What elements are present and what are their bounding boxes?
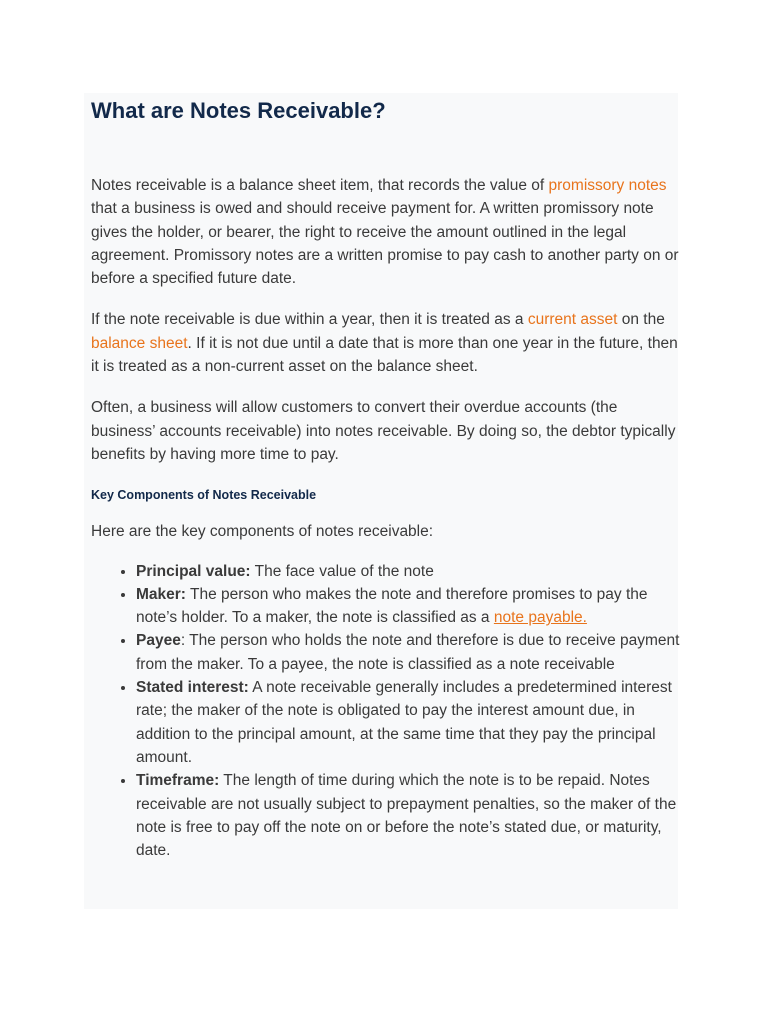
article-content: [91, 96, 681, 862]
list-item-stated-interest: [136, 676, 681, 769]
link-current-asset[interactable]: current asset: [527, 311, 618, 329]
term-label: Timeframe:: [136, 772, 220, 790]
paragraph-text: that a business is owed and should receive payment for. A written promissory note gives the holder, or bearer, the right to receive the amount outlined in the legal agreement. Promissory notes are a written promise to pay cash to another party on or before a specified future date.: [91, 200, 679, 288]
term-description: The person who makes the note and therefore promises to pay the note’s holder. To a maker, the note is classified as a: [136, 585, 648, 627]
list-item-maker: [136, 583, 681, 630]
paragraph-definition: [91, 174, 681, 290]
term-description: The face value of the note: [250, 562, 434, 580]
paragraph-text: If the note receivable is due within a year, then it is treated as a: [91, 311, 528, 329]
link-balance-sheet[interactable]: balance sheet: [91, 334, 188, 352]
section-subheading: Key Components of Notes Receivable: [91, 488, 317, 503]
term-label: Payee: [136, 632, 181, 650]
term-description: : The person who holds the note and therefore is due to receive payment from the maker. To a payee, the note is classified as a note receivable: [136, 632, 680, 673]
paragraph-text: . If it is not due until a date that is more than one year in the future, then it is treated as a non-current asset on the balance sheet.: [91, 334, 678, 376]
link-promissory-notes[interactable]: promissory notes: [548, 177, 667, 194]
link-note-payable[interactable]: note payable.: [493, 609, 587, 627]
paragraph-conversion: Often, a business will allow customers to convert their overdue accounts (the business’ accounts receivable) into notes receivable. By doing so, the debtor typically benefits by having more time to pay.: [91, 399, 676, 463]
list-item-timeframe: [136, 769, 681, 862]
list-item-payee: [136, 629, 681, 676]
paragraph-classification: [91, 308, 681, 378]
term-label: Stated interest:: [136, 679, 249, 697]
paragraph-text: Notes receivable is a balance sheet item, that records the value of: [91, 177, 549, 194]
components-list: [91, 560, 681, 863]
term-description: A note receivable generally includes a predetermined interest rate; the maker of the note is obligated to pay the interest amount due, in addition to the principal amount, at the same time that they pay the principal amount.: [136, 679, 672, 766]
list-item-principal-value: [136, 560, 681, 583]
article-title: What are Notes Receivable?: [91, 98, 386, 123]
term-description: The length of time during which the note is to be repaid. Notes receivable are not usually subject to prepayment penalties, so the maker of the note is free to pay off the note on or before the note’s stated due, or maturity, date.: [136, 772, 677, 860]
term-label: Principal value:: [136, 562, 251, 580]
paragraph-text: on the: [617, 311, 665, 329]
term-label: Maker:: [136, 585, 186, 603]
components-intro: Here are the key components of notes receivable:: [91, 523, 434, 541]
